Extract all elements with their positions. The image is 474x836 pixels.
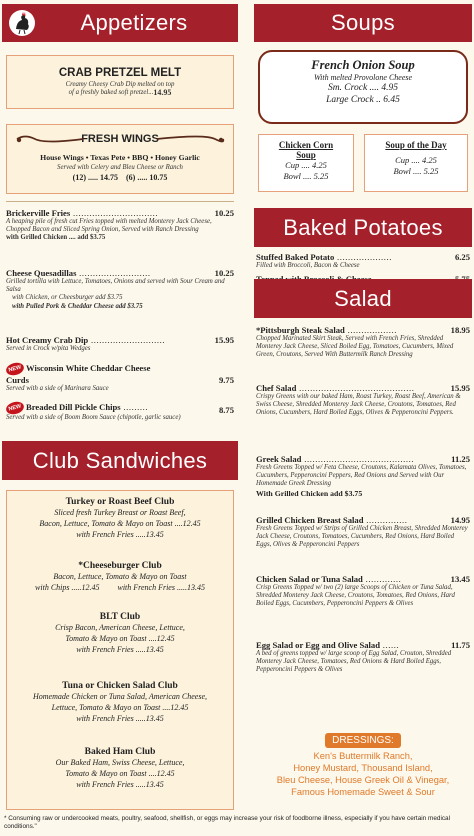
club-item-line: Tomato & Mayo on Toast ....12.45 <box>65 769 175 778</box>
club-item <box>7 561 233 593</box>
item-price: 6.25 <box>454 252 470 262</box>
salad-banner <box>254 279 472 318</box>
item-price: 13.45 <box>450 574 470 584</box>
soup-day-bowl: Bowl .... 5.25 <box>393 166 439 176</box>
item-price: 9.75 <box>218 375 234 385</box>
soup-day-name: Soup of the Day <box>385 140 447 150</box>
appetizer-item <box>6 363 234 393</box>
item-name: Breaded Dill Pickle Chips <box>26 402 121 412</box>
club-item <box>7 747 233 790</box>
wings-box <box>6 124 234 194</box>
club-item-line: Tomato & Mayo on Toast ....12.45 <box>65 634 175 643</box>
item-name: Egg Salad or Egg and Olive Salad <box>256 640 381 650</box>
onion-soup-desc: With melted Provolone Cheese <box>313 73 413 82</box>
club-box <box>6 490 234 810</box>
wings-flourish-right <box>155 133 225 145</box>
dressings-line: Ken's Buttermilk Ranch, <box>313 751 413 761</box>
club-item-line: with French Fries .....13.45 <box>76 530 164 539</box>
item-desc: Served with a side of Boom Boom Sauce (chipotle, garlic sauce) <box>6 414 181 422</box>
item-addon: with Chicken, or Cheesburger add $3.75 <box>12 294 123 302</box>
club-item-line: Sliced fresh Turkey Breast or Roast Beef, <box>54 508 186 517</box>
crab-pretzel-name: CRAB PRETZEL MELT <box>58 67 182 79</box>
item-price: 11.25 <box>451 454 470 464</box>
appetizer-item: Brickerville Fries ............................... 10.25 A heaping pile of fresh cut Fries topped with melted Monterey Jack Cheese, Chopped Bacon and Sliced Spring Onion, Served with Ranch Dressing with Grilled Chicken .... add $3.75 <box>6 208 234 242</box>
onion-soup-name: French Onion Soup <box>311 58 415 72</box>
item-name: Greek Salad <box>256 454 302 464</box>
item-name: *Pittsburgh Steak Salad <box>256 325 345 335</box>
dressings-line: Honey Mustard, Thousand Island, <box>293 763 433 773</box>
item-price: 15.95 <box>214 335 234 345</box>
club-banner <box>2 441 238 480</box>
soups-banner <box>254 4 472 42</box>
club-item-name: Turkey or Roast Beef Club <box>65 497 175 507</box>
club-item-name: Tuna or Chicken Salad Club <box>62 681 178 691</box>
dressings-title: DRESSINGS: <box>325 733 401 748</box>
item-name: Stuffed Baked Potato <box>256 252 335 262</box>
dressings-block <box>256 730 470 798</box>
club-item <box>7 497 233 540</box>
item-desc: Chopped Marinated Skirt Steak, Served with French Fries, Shredded Monterey Jack Cheese, Sliced Boiled Egg, Tomatoes, Cucumbers, Mixed Green, Croutons, Served With Buttermilk Ranch Dressing <box>256 335 454 359</box>
corn-soup-cup: Cup .... 4.25 <box>285 160 327 170</box>
crab-pretzel-desc2: of a freshly baked soft pretzel <box>68 89 149 97</box>
appetizer-item: Cheese Quesadillas .......................... 10.25 Grilled tortilla with Lettuce, Tomatoes, Onions and served with Sour Cream and Salsa with Chicken, or Cheesburger add $3.75 with Pulled Pork & Cheddar Cheese add $3.75 <box>6 268 234 310</box>
onion-soup-lg: Large Crock .. 6.45 <box>326 95 400 105</box>
item-name: Hot Creamy Crab Dip <box>6 335 89 345</box>
appetizers-title: Appetizers <box>80 10 188 35</box>
item-price: 10.25 <box>214 208 234 218</box>
club-item-line: Our Baked Ham, Swiss Cheese, Lettuce, <box>55 758 185 767</box>
item-addon: With Grilled Chicken add $3.75 <box>256 488 363 498</box>
club-item <box>7 612 233 655</box>
corn-soup-name: Chicken Corn <box>278 140 334 150</box>
salad-item: Chicken Salad or Tuna Salad ............. 13.45 Crisp Greens Topped w/ two (2) large Scoops of Chicken or Tuna Salad, Shredded Monterey Jack Cheese, Croutons, Tomatoes, Red Onions, Hard Boiled Eggs, Cucumbers, Pepperoncini Peppers & Olives <box>256 574 470 608</box>
item-price: 14.95 <box>450 515 470 525</box>
salad-item: *Pittsburgh Steak Salad .................. 18.95 Chopped Marinated Skirt Steak, Served with French Fries, Shredded Monterey Jack Cheese, Sliced Boiled Egg, Tomatoes, Cucumbers, Mixed Green, Croutons, Served With Buttermilk Ranch Dressing <box>256 325 470 359</box>
club-item-line: with French Fries .....13.45 <box>76 780 164 789</box>
item-desc: Served with a side of Marinara Sauce <box>6 385 109 393</box>
corn-soup-bowl: Bowl .... 5.25 <box>283 171 329 181</box>
wings-price-6: (6) ..... 10.75 <box>126 173 168 183</box>
footnote: * Consuming raw or undercooked meats, poultry, seafood, shellfish, or eggs may increase your risk of foodborne illness, especially if you have certain medical conditions." <box>4 815 451 830</box>
club-item-line: Homemade Chicken or Tuna Salad, American Cheese, <box>32 692 208 701</box>
club-item-line: with French Fries .....13.45 <box>76 714 164 723</box>
item-name: Cheese Quesadillas <box>6 268 77 278</box>
item-name: Wisconsin White Cheddar Cheese Curds <box>6 363 151 386</box>
potatoes-title: Baked Potatoes <box>283 214 443 240</box>
onion-soup-box <box>258 50 468 124</box>
appetizer-item: NEW Breaded Dill Pickle Chips ......... 8.75 Served with a side of Boom Boom Sauce (chipotle, garlic sauce) <box>6 402 234 422</box>
salad-item: Grilled Chicken Breast Salad ............... 14.95 Fresh Greens Topped w/ Strips of Grilled Chicken Breast, Shredded Monterey Jack Cheese, Croutons, Tomatoes, Cucumbers, Red Onions, Hard Boiled Eggs, Olives & Pepperoncini Peppers <box>256 515 470 549</box>
wings-flavors: House Wings • Texas Pete • BBQ • Honey Garlic <box>40 153 200 162</box>
club-item-name: Baked Ham Club <box>84 747 156 757</box>
item-desc: Crisp Greens Topped w/ two (2) large Scoops of Chicken or Tuna Salad, Shredded Monterey Jack Cheese, Croutons, Tomatoes, Red Onions, Hard Boiled Eggs, Cucumbers, Pepperoncini Peppers & Olives <box>256 584 455 608</box>
club-item-name: BLT Club <box>99 612 141 622</box>
item-price: 8.75 <box>218 405 234 415</box>
onion-soup-sm: Sm. Crock .... 4.95 <box>327 83 399 93</box>
club-item-line: Bacon, Lettuce, Tomato & Mayo on Toast <box>53 572 187 581</box>
item-addon2: with Pulled Pork & Cheddar Cheese add $3.75 <box>12 302 143 310</box>
corn-soup-box <box>258 134 354 192</box>
wings-price-12: (12) ..... 14.75 <box>72 173 118 183</box>
club-title: Club Sandwiches <box>32 447 208 473</box>
salad-item: Egg Salad or Egg and Olive Salad ...... 11.75 A bed of greens topped w/ large scoop of Egg Salad, Crouton, Shredded Monterey Jack Cheese, Tomatoes, Red Onions & Hard Boiled Eggs, Pepperoncini Peppers & Olives <box>256 640 470 674</box>
rooster-icon <box>8 9 36 37</box>
item-desc: A heaping pile of fresh cut Fries topped with melted Monterey Jack Cheese, Chopped Bacon and Sliced Spring Onion, Served with Ranch Dressing <box>6 218 212 234</box>
soup-day-box <box>364 134 468 192</box>
crab-pretzel-desc1: Creamy Cheesy Crab Dip melted on top <box>65 81 175 88</box>
item-price: 15.95 <box>450 383 470 393</box>
item-name: Chef Salad <box>256 383 297 393</box>
appetizers-banner <box>2 4 238 42</box>
club-item-line: Bacon, Lettuce, Tomato & Mayo on Toast ....12.45 <box>39 519 201 528</box>
club-item-name: *Cheeseburger Club <box>78 561 162 571</box>
club-item-line: Lettuce, Tomato & Mayo on Toast ....12.45 <box>51 703 189 712</box>
appetizer-divider <box>6 201 234 202</box>
dressings-line: Bleu Cheese, House Greek Oil & Vinegar, <box>276 775 450 785</box>
item-desc: A bed of greens topped w/ large scoop of Egg Salad, Crouton, Shredded Monterey Jack Cheese, Tomatoes, Red Onions & Hard Boiled Eggs, Pepperoncini Peppers & Olives <box>256 650 452 674</box>
item-name: Brickerville Fries <box>6 208 71 218</box>
salad-item: Chef Salad .......................................... 15.95 Crispy Greens with our baked Ham, Roast Turkey, Roast Beef, American & Swiss Cheese, Shredded Monterey Jack Cheese, Croutons, Tomatoes, Red Onions, Cucumbers, Hard Boiled Eggs, Olives & Pepperoncini Peppers. <box>256 383 470 417</box>
club-item <box>7 681 233 724</box>
new-badge-icon: NEW <box>5 400 25 416</box>
crab-pretzel-box: CRAB PRETZEL MELT Creamy Cheesy Crab Dip melted on top of a freshly baked soft pretzel ... 14.95 <box>6 55 234 109</box>
item-price: 11.75 <box>451 640 470 650</box>
crab-pretzel-price: 14.95 <box>153 88 172 98</box>
potato-item: Stuffed Baked Potato .................... 6.25 Filled with Broccoli, Bacon & Cheese <box>256 252 470 269</box>
item-name: Chicken Salad or Tuna Salad <box>256 574 363 584</box>
dressings-line: Famous Homemade Sweet & Sour <box>291 787 435 797</box>
soups-title: Soups <box>331 10 395 35</box>
appetizer-item: Hot Creamy Crab Dip ........................... 15.95 Served in Crock w/pita Wedges <box>6 335 234 352</box>
wings-flourish-left <box>15 133 85 145</box>
item-desc: Fresh Greens Topped w/ Strips of Grilled Chicken Breast, Shredded Monterey Jack Cheese, Croutons, Tomatoes, Cucumbers, Red Onions, Hard Boiled Eggs, Olives & Pepperoncini Peppers <box>256 525 468 549</box>
item-desc: Grilled tortilla with Lettuce, Tomatoes, Onions and served with Sour Cream and Salsa <box>6 278 225 294</box>
item-price: 10.25 <box>214 268 234 278</box>
salad-item: Greek Salad ........................................ 11.25 Fresh Greens Topped w/ Feta Cheese, Croutons, Kalamata Olives, Tomatoes, Cucumbers, Pepperoncini Peppers, Red Onions and Served with Our Homemade Greek Dressing With Grilled Chicken add $3.75 <box>256 454 470 498</box>
item-name: Grilled Chicken Breast Salad <box>256 515 364 525</box>
item-price: 18.95 <box>450 325 470 335</box>
item-addon: with Grilled Chicken .... add $3.75 <box>6 234 106 242</box>
potatoes-banner <box>254 208 472 247</box>
wings-name: FRESH WINGS <box>81 133 159 145</box>
corn-soup-name2: Soup <box>296 150 316 160</box>
item-desc: Crispy Greens with our baked Ham, Roast Turkey, Roast Beef, American & Swiss Cheese, Shredded Monterey Jack Cheese, Croutons, Tomatoes, Red Onions, Cucumbers, Hard Boiled Eggs, Olives & Pepperoncini Peppers. <box>256 393 461 417</box>
item-desc: Served in Crock w/pita Wedges <box>6 345 91 352</box>
item-desc: Filled with Broccoli, Bacon & Cheese <box>256 262 360 269</box>
salad-title: Salad <box>334 285 392 311</box>
club-item-line: with Chips .....12.45 with French Fries .....13.45 <box>35 583 205 592</box>
wings-desc: Served with Celery and Bleu Cheese or Ranch <box>57 164 183 171</box>
new-badge-icon: NEW <box>5 361 25 377</box>
club-item-line: with French Fries .....13.45 <box>76 645 164 654</box>
item-desc: Fresh Greens Topped w/ Feta Cheese, Croutons, Kalamata Olives, Tomatoes, Cucumbers, Pepperoncini Peppers, Red Onions and Served with Our Homemade Greek Dressing <box>256 464 467 488</box>
club-item-line: Crisp Bacon, American Cheese, Lettuce, <box>55 623 185 632</box>
soup-day-cup: Cup .... 4.25 <box>395 155 437 165</box>
